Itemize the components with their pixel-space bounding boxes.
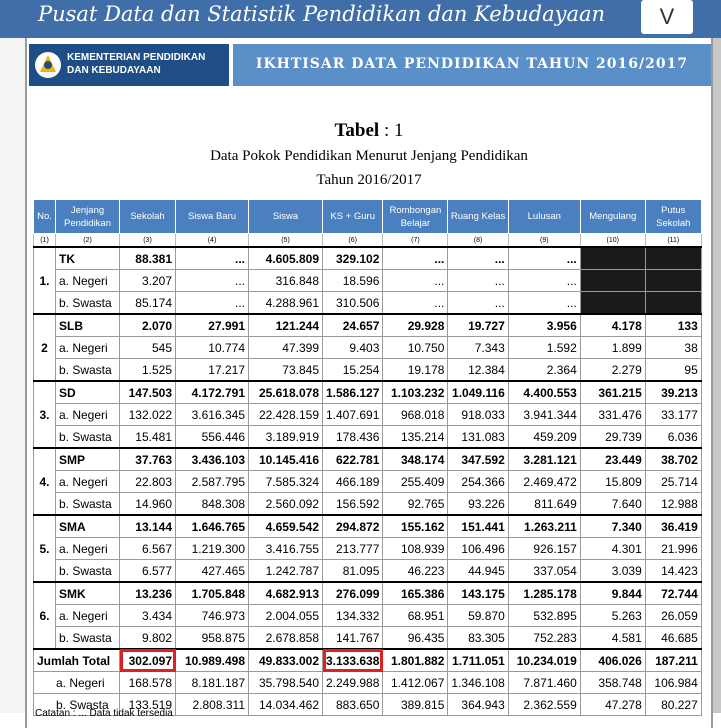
table-cell: 44.945 <box>448 560 508 583</box>
table-cell: 3.039 <box>580 560 645 583</box>
table-cell: 459.209 <box>508 426 580 449</box>
table-cell: 4.605.809 <box>249 247 323 270</box>
highlighted-total-cell: 302.097 <box>120 649 176 672</box>
column-index: (2) <box>56 234 120 248</box>
table-cell: 156.592 <box>323 493 383 516</box>
table-cell: 19.178 <box>383 359 448 382</box>
document-page <box>25 38 713 728</box>
table-cell: 29.928 <box>383 314 448 337</box>
table-cell: 15.809 <box>580 471 645 493</box>
table-cell: 7.640 <box>580 493 645 516</box>
table-row <box>34 381 702 404</box>
table-cell: 133.519 <box>120 694 176 716</box>
table-row <box>34 627 702 650</box>
table-number: : 1 <box>383 120 404 141</box>
table-cell: 1.412.067 <box>383 672 448 694</box>
table-cell: 4.172.791 <box>176 381 249 404</box>
table-row <box>34 605 702 627</box>
table-cell: 364.943 <box>448 694 508 716</box>
row-label: SD <box>56 381 120 404</box>
column-header: Mengulang <box>580 200 645 234</box>
footnote-text: ... Data tidak tersedia <box>78 708 173 719</box>
menu-dropdown-button[interactable]: V <box>641 0 693 34</box>
table-row <box>34 270 702 292</box>
table-cell: 556.446 <box>176 426 249 449</box>
table-cell: 93.226 <box>448 493 508 516</box>
table-cell: 168.578 <box>120 672 176 694</box>
table-cell: 5.263 <box>580 605 645 627</box>
table-cell: 14.423 <box>645 560 701 583</box>
table-cell: 13.144 <box>120 515 176 538</box>
table-cell: 752.283 <box>508 627 580 650</box>
table-cell: 3.207 <box>120 270 176 292</box>
table-cell: 37.763 <box>120 448 176 471</box>
table-cell <box>645 270 701 292</box>
table-cell: 811.649 <box>508 493 580 516</box>
table-cell: 155.162 <box>383 515 448 538</box>
table-cell: 8.181.187 <box>176 672 249 694</box>
table-row <box>34 448 702 471</box>
table-cell: 10.234.019 <box>508 649 580 672</box>
column-header: Sekolah <box>120 200 176 234</box>
table-cell: 2.279 <box>580 359 645 382</box>
table-cell: 13.236 <box>120 582 176 605</box>
table-cell: 7.340 <box>580 515 645 538</box>
table-cell: 2.678.858 <box>249 627 323 650</box>
row-number: 1. <box>34 247 56 314</box>
table-cell: ... <box>448 292 508 315</box>
table-row <box>34 337 702 359</box>
table-cell: 10.145.416 <box>249 448 323 471</box>
table-cell: 121.244 <box>249 314 323 337</box>
table-cell: 25.714 <box>645 471 701 493</box>
ministry-line-1: KEMENTERIAN PENDIDIKAN <box>67 52 206 63</box>
row-label: a. Negeri <box>56 404 120 426</box>
table-cell: 141.767 <box>323 627 383 650</box>
table-cell: 2.249.988 <box>323 672 383 694</box>
table-cell: 7.871.460 <box>508 672 580 694</box>
table-cell <box>580 247 645 270</box>
ministry-name <box>67 51 205 77</box>
table-cell: 545 <box>120 337 176 359</box>
footnote-label: Catatan : <box>35 708 76 719</box>
table-cell: 6.036 <box>645 426 701 449</box>
table-cell: ... <box>508 292 580 315</box>
table-row <box>34 515 702 538</box>
table-title <box>27 120 711 142</box>
table-cell: 1.899 <box>580 337 645 359</box>
table-cell: 29.739 <box>580 426 645 449</box>
table-cell: 4.581 <box>580 627 645 650</box>
table-cell: 38.702 <box>645 448 701 471</box>
highlighted-total-cell: 3.133.638 <box>323 649 383 672</box>
table-cell: 1.646.765 <box>176 515 249 538</box>
table-cell: 2.004.055 <box>249 605 323 627</box>
table-cell: 1.705.848 <box>176 582 249 605</box>
column-header: KS + Guru <box>323 200 383 234</box>
table-cell <box>645 247 701 270</box>
table-index-row <box>34 234 702 248</box>
table-cell: 1.242.787 <box>249 560 323 583</box>
table-cell: 3.281.121 <box>508 448 580 471</box>
table-cell: 36.419 <box>645 515 701 538</box>
table-row <box>34 582 702 605</box>
column-index: (10) <box>580 234 645 248</box>
row-label: TK <box>56 247 120 270</box>
table-cell: 59.870 <box>448 605 508 627</box>
table-cell: 6.577 <box>120 560 176 583</box>
row-label: a. Negeri <box>34 672 120 694</box>
table-cell: 2.469.472 <box>508 471 580 493</box>
table-cell: 316.848 <box>249 270 323 292</box>
table-cell: 3.956 <box>508 314 580 337</box>
table-cell <box>580 292 645 315</box>
table-cell: 389.815 <box>383 694 448 716</box>
table-cell: 72.744 <box>645 582 701 605</box>
table-cell: 83.305 <box>448 627 508 650</box>
table-cell: 22.803 <box>120 471 176 493</box>
table-cell: 9.844 <box>580 582 645 605</box>
column-index: (7) <box>383 234 448 248</box>
table-cell: 96.435 <box>383 627 448 650</box>
table-cell: 2.587.795 <box>176 471 249 493</box>
table-cell: 4.400.553 <box>508 381 580 404</box>
table-cell: 88.381 <box>120 247 176 270</box>
row-label: SLB <box>56 314 120 337</box>
table-cell: 6.567 <box>120 538 176 560</box>
table-cell: 3.434 <box>120 605 176 627</box>
table-cell: 622.781 <box>323 448 383 471</box>
table-cell <box>580 270 645 292</box>
table-cell: 361.215 <box>580 381 645 404</box>
table-cell: 3.189.919 <box>249 426 323 449</box>
column-header: Siswa Baru <box>176 200 249 234</box>
row-label: b. Swasta <box>56 560 120 583</box>
ministry-line-2: DAN KEBUDAYAAN <box>67 65 161 76</box>
document-banner <box>233 44 711 86</box>
table-row <box>34 247 702 270</box>
row-label: a. Negeri <box>56 337 120 359</box>
row-number: 6. <box>34 582 56 649</box>
table-cell: 18.596 <box>323 270 383 292</box>
table-cell: 132.022 <box>120 404 176 426</box>
table-cell: 35.798.540 <box>249 672 323 694</box>
table-cell: 2.560.092 <box>249 493 323 516</box>
row-label: Jumlah Total <box>34 649 120 672</box>
table-cell: 178.436 <box>323 426 383 449</box>
table-cell: 746.973 <box>176 605 249 627</box>
table-cell: 254.366 <box>448 471 508 493</box>
column-header: Siswa <box>249 200 323 234</box>
table-cell: 134.332 <box>323 605 383 627</box>
table-cell: 9.802 <box>120 627 176 650</box>
table-cell: 1.285.178 <box>508 582 580 605</box>
column-header: Rombongan Belajar <box>383 200 448 234</box>
column-header: Ruang Kelas <box>448 200 508 234</box>
table-cell: 4.301 <box>580 538 645 560</box>
table-cell: 47.399 <box>249 337 323 359</box>
table-cell: 4.659.542 <box>249 515 323 538</box>
table-cell: 926.157 <box>508 538 580 560</box>
row-label: a. Negeri <box>56 270 120 292</box>
table-cell <box>645 292 701 315</box>
column-header: Putus Sekolah <box>645 200 701 234</box>
table-cell: 968.018 <box>383 404 448 426</box>
table-cell: 106.984 <box>645 672 701 694</box>
total-row <box>34 649 702 672</box>
row-label: a. Negeri <box>56 538 120 560</box>
column-index: (5) <box>249 234 323 248</box>
table-cell: 958.875 <box>176 627 249 650</box>
column-header: Jenjang Pendidikan <box>56 200 120 234</box>
document-header <box>27 44 711 86</box>
table-cell: 95 <box>645 359 701 382</box>
row-label: a. Negeri <box>56 605 120 627</box>
table-cell: 1.263.211 <box>508 515 580 538</box>
table-cell: 255.409 <box>383 471 448 493</box>
row-number: 2 <box>34 314 56 381</box>
row-label: b. Swasta <box>56 426 120 449</box>
table-cell: 46.223 <box>383 560 448 583</box>
table-row <box>34 292 702 315</box>
table-header-row <box>34 200 702 234</box>
table-cell: 3.941.344 <box>508 404 580 426</box>
table-cell: 276.099 <box>323 582 383 605</box>
row-label: b. Swasta <box>56 493 120 516</box>
row-number: 5. <box>34 515 56 582</box>
table-body <box>34 247 702 716</box>
table-cell: 3.416.755 <box>249 538 323 560</box>
table-cell: 131.083 <box>448 426 508 449</box>
table-row <box>34 471 702 493</box>
row-number: 3. <box>34 381 56 448</box>
table-cell: 1.219.300 <box>176 538 249 560</box>
table-row <box>34 426 702 449</box>
table-cell: 4.288.961 <box>249 292 323 315</box>
table-cell: 135.214 <box>383 426 448 449</box>
table-year: Tahun 2016/2017 <box>316 172 422 188</box>
table-cell: 39.213 <box>645 381 701 404</box>
table-cell: 15.481 <box>120 426 176 449</box>
table-cell: 2.362.559 <box>508 694 580 716</box>
table-cell: ... <box>383 292 448 315</box>
table-cell: 47.278 <box>580 694 645 716</box>
table-cell: 10.750 <box>383 337 448 359</box>
table-cell: 3.436.103 <box>176 448 249 471</box>
table-cell: ... <box>508 270 580 292</box>
column-index: (1) <box>34 234 56 248</box>
table-cell: 12.384 <box>448 359 508 382</box>
column-index: (8) <box>448 234 508 248</box>
table-cell: 143.175 <box>448 582 508 605</box>
table-cell: ... <box>383 247 448 270</box>
table-cell: 14.960 <box>120 493 176 516</box>
table-cell: 73.845 <box>249 359 323 382</box>
row-label: SMA <box>56 515 120 538</box>
table-cell: 33.177 <box>645 404 701 426</box>
table-cell: 38 <box>645 337 701 359</box>
table-cell: 329.102 <box>323 247 383 270</box>
table-cell: 21.996 <box>645 538 701 560</box>
table-cell: 1.592 <box>508 337 580 359</box>
table-cell: 25.618.078 <box>249 381 323 404</box>
table-cell: 1.586.127 <box>323 381 383 404</box>
row-label: b. Swasta <box>56 627 120 650</box>
table-cell: 46.685 <box>645 627 701 650</box>
row-label: b. Swasta <box>56 359 120 382</box>
column-index: (9) <box>508 234 580 248</box>
table-row <box>34 314 702 337</box>
table-cell: 406.026 <box>580 649 645 672</box>
table-cell: 294.872 <box>323 515 383 538</box>
table-cell: 24.657 <box>323 314 383 337</box>
column-header: Lulusan <box>508 200 580 234</box>
table-cell: ... <box>176 292 249 315</box>
table-cell: 918.033 <box>448 404 508 426</box>
table-cell: 106.496 <box>448 538 508 560</box>
table-cell: 17.217 <box>176 359 249 382</box>
table-label: Tabel <box>334 120 380 141</box>
table-cell: 883.650 <box>323 694 383 716</box>
table-cell: 165.386 <box>383 582 448 605</box>
table-cell: 10.774 <box>176 337 249 359</box>
table-cell: 337.054 <box>508 560 580 583</box>
table-cell: 187.211 <box>645 649 701 672</box>
table-cell: 49.833.002 <box>249 649 323 672</box>
tut-wuri-handayani-logo-icon <box>33 50 63 80</box>
table-cell: 2.070 <box>120 314 176 337</box>
table-cell: 358.748 <box>580 672 645 694</box>
table-cell: 151.441 <box>448 515 508 538</box>
table-cell: 466.189 <box>323 471 383 493</box>
row-label: SMK <box>56 582 120 605</box>
table-cell: 26.059 <box>645 605 701 627</box>
table-cell: ... <box>448 270 508 292</box>
table-cell: 10.989.498 <box>176 649 249 672</box>
table-cell: 19.727 <box>448 314 508 337</box>
table-subtitle: Data Pokok Pendidikan Menurut Jenjang Pendidikan <box>210 148 528 164</box>
table-cell: 147.503 <box>120 381 176 404</box>
left-margin <box>0 38 25 713</box>
table-cell: 9.403 <box>323 337 383 359</box>
table-cell: 2.808.311 <box>176 694 249 716</box>
table-cell: 1.049.116 <box>448 381 508 404</box>
right-shadow <box>713 38 721 713</box>
table-cell: 68.951 <box>383 605 448 627</box>
table-cell: 81.095 <box>323 560 383 583</box>
table-row <box>34 560 702 583</box>
ministry-block <box>29 44 229 86</box>
row-number: 4. <box>34 448 56 515</box>
table-cell: ... <box>508 247 580 270</box>
table-cell: 213.777 <box>323 538 383 560</box>
table-cell: 848.308 <box>176 493 249 516</box>
table-cell: ... <box>176 270 249 292</box>
column-index: (6) <box>323 234 383 248</box>
app-topbar <box>0 0 721 38</box>
table-cell: 22.428.159 <box>249 404 323 426</box>
column-index: (3) <box>120 234 176 248</box>
table-row <box>34 404 702 426</box>
row-label: SMP <box>56 448 120 471</box>
data-table <box>33 199 702 716</box>
row-label: a. Negeri <box>56 471 120 493</box>
table-cell: 1.711.051 <box>448 649 508 672</box>
table-cell: 4.178 <box>580 314 645 337</box>
table-cell: 7.343 <box>448 337 508 359</box>
footnote <box>35 708 173 719</box>
table-cell: 14.034.462 <box>249 694 323 716</box>
table-cell: 310.506 <box>323 292 383 315</box>
table-cell: 1.801.882 <box>383 649 448 672</box>
table-cell: 23.449 <box>580 448 645 471</box>
table-cell: 1.407.691 <box>323 404 383 426</box>
table-row <box>34 538 702 560</box>
table-cell: ... <box>448 247 508 270</box>
table-cell: 1.346.108 <box>448 672 508 694</box>
table-cell: 92.765 <box>383 493 448 516</box>
table-cell: 348.174 <box>383 448 448 471</box>
table-cell: 85.174 <box>120 292 176 315</box>
row-label: b. Swasta <box>56 292 120 315</box>
column-header: No. <box>34 200 56 234</box>
table-cell: 331.476 <box>580 404 645 426</box>
row-label: b. Swasta <box>34 694 120 716</box>
table-cell: 427.465 <box>176 560 249 583</box>
table-cell: ... <box>383 270 448 292</box>
table-cell: 80.227 <box>645 694 701 716</box>
total-row <box>34 672 702 694</box>
table-cell: 133 <box>645 314 701 337</box>
table-cell: 7.585.324 <box>249 471 323 493</box>
table-cell: 532.895 <box>508 605 580 627</box>
column-index: (11) <box>645 234 701 248</box>
table-cell: ... <box>176 247 249 270</box>
table-cell: 4.682.913 <box>249 582 323 605</box>
column-index: (4) <box>176 234 249 248</box>
banner-title: IKHTISAR DATA PENDIDIKAN TAHUN 2016/2017 <box>255 56 689 72</box>
table-cell: 1.103.232 <box>383 381 448 404</box>
table-cell: 3.616.345 <box>176 404 249 426</box>
table-cell: 2.364 <box>508 359 580 382</box>
table-cell: 27.991 <box>176 314 249 337</box>
table-cell: 347.592 <box>448 448 508 471</box>
table-cell: 1.525 <box>120 359 176 382</box>
table-cell: 108.939 <box>383 538 448 560</box>
table-cell: 15.254 <box>323 359 383 382</box>
table-cell: 12.988 <box>645 493 701 516</box>
app-title: Pusat Data dan Statistik Pendidikan dan Kebudayaan <box>38 2 606 26</box>
table-row <box>34 359 702 382</box>
table-row <box>34 493 702 516</box>
